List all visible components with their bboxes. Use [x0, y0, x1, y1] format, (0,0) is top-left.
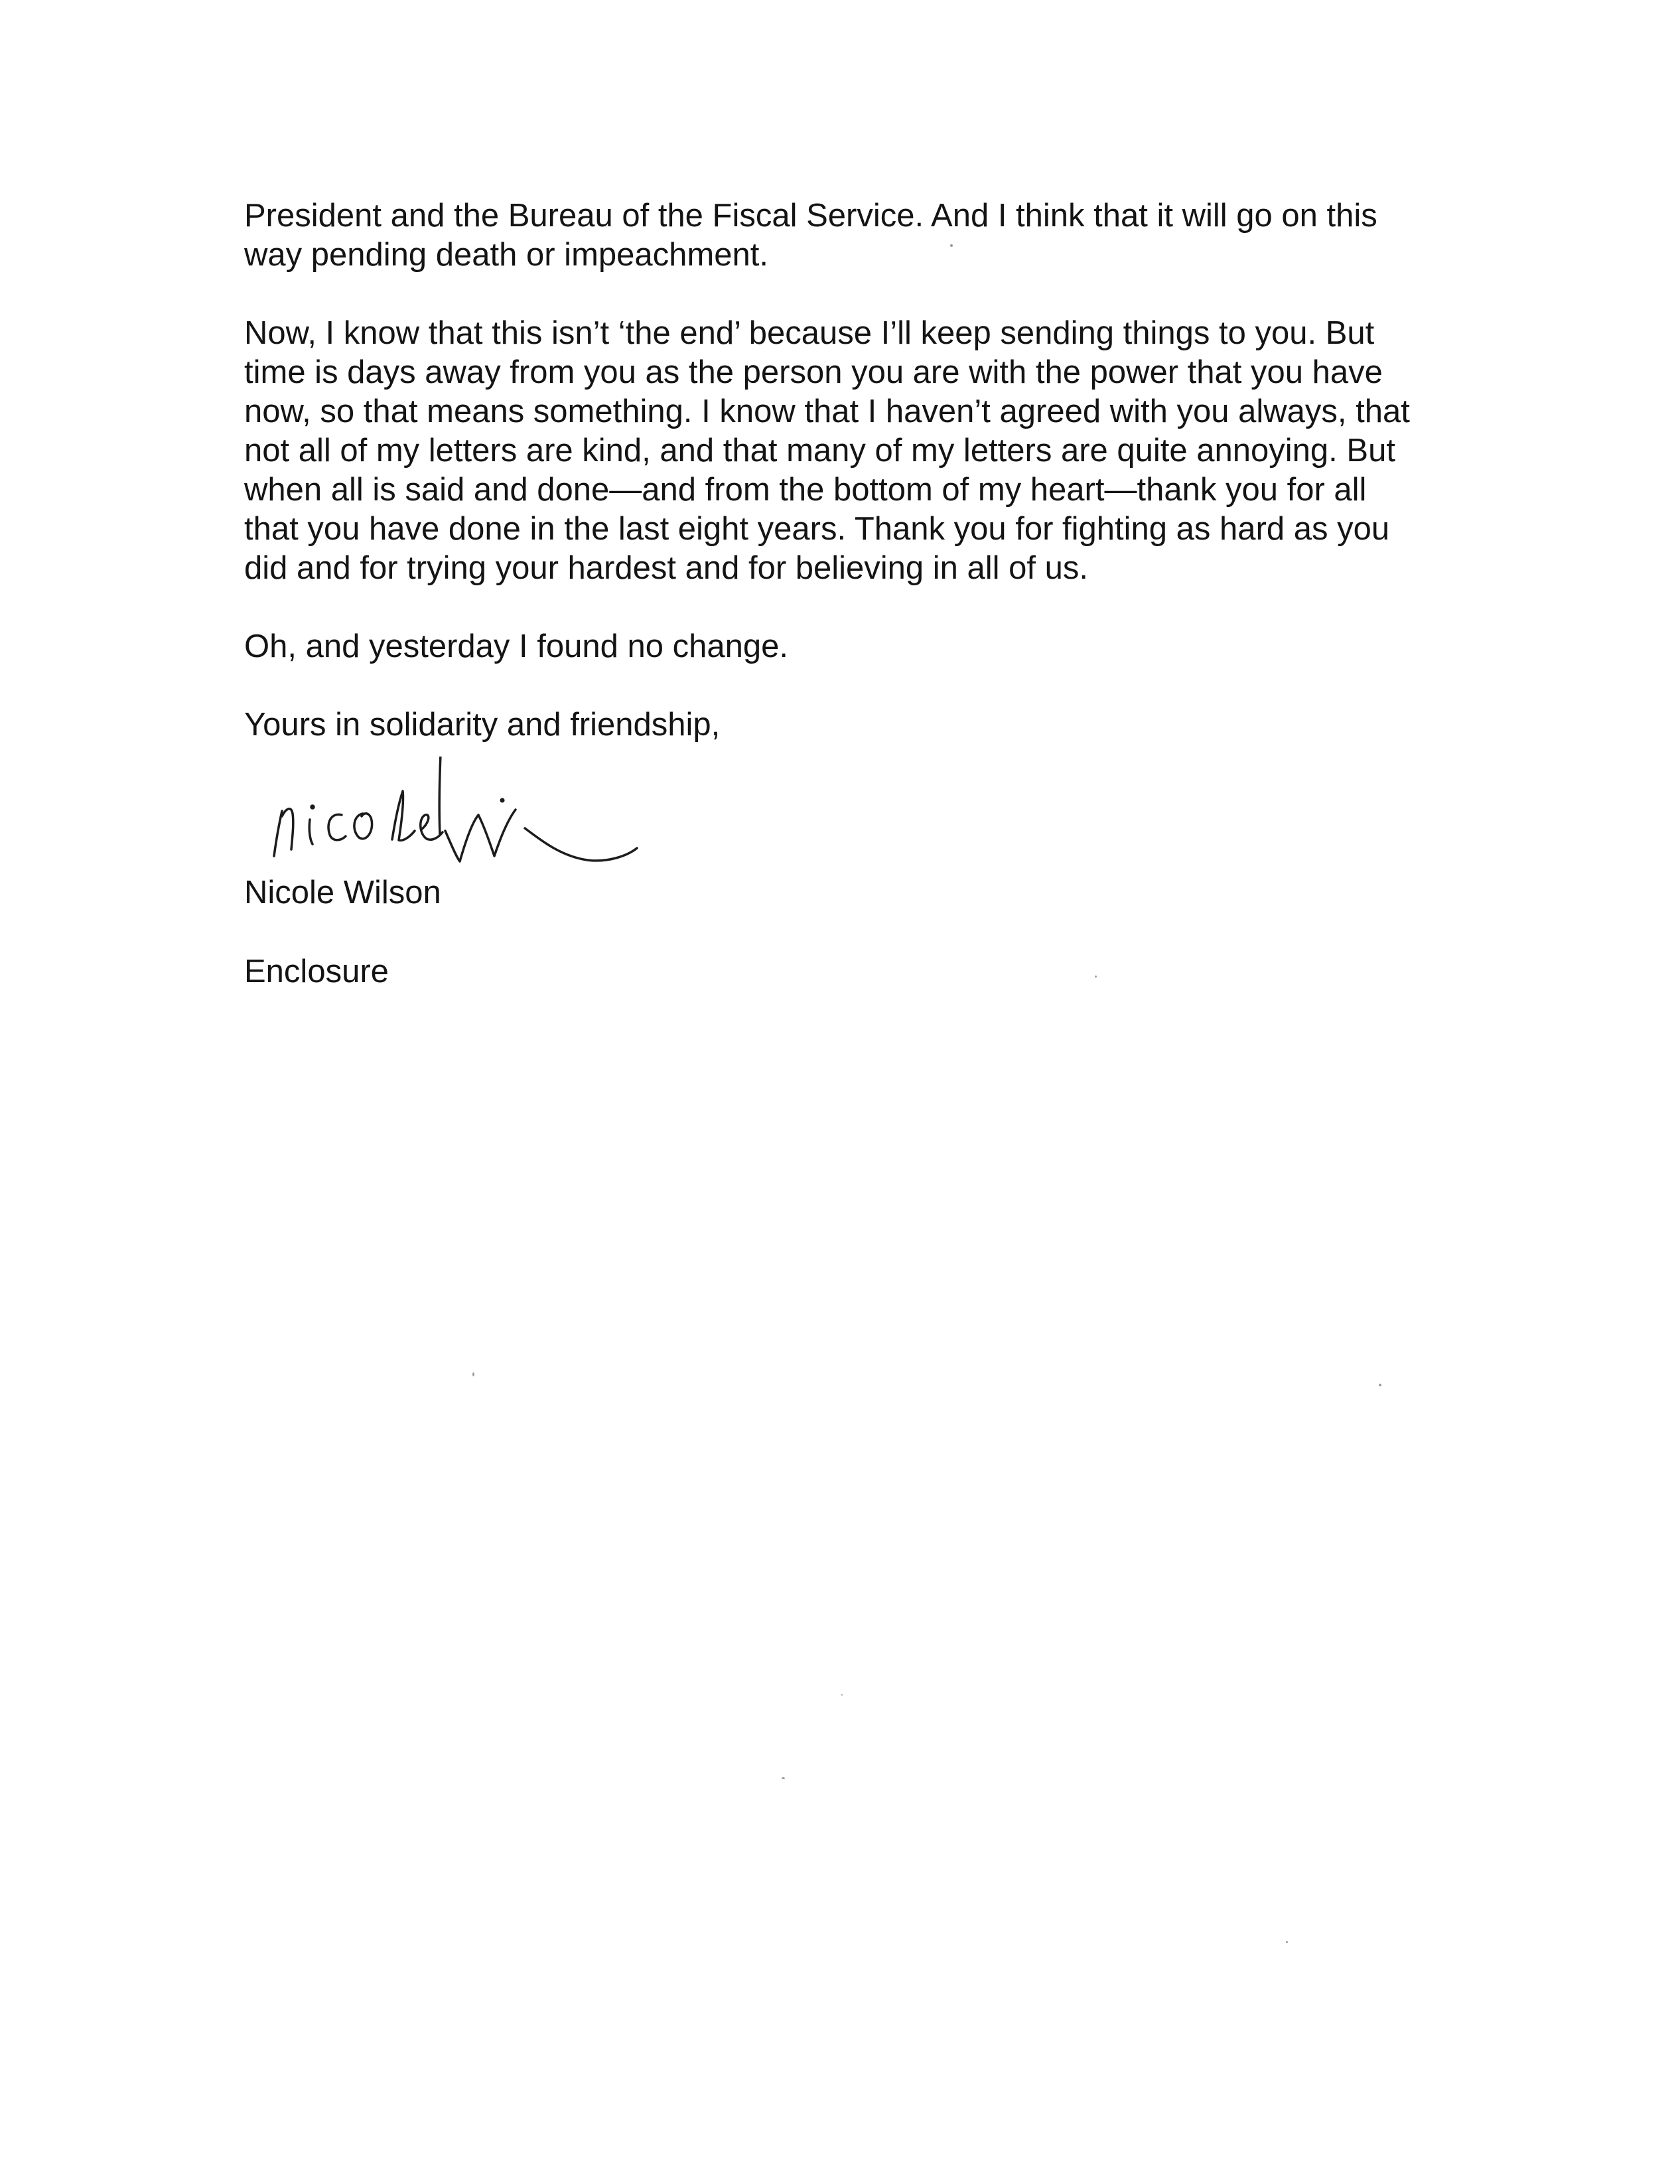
- paragraph-2-line: that you have done in the last eight years. Thank you for fighting as hard as you: [244, 511, 1390, 547]
- scan-speck: [841, 1694, 843, 1696]
- closing-line: Yours in solidarity and friendship,: [244, 707, 721, 743]
- scan-speck: [950, 244, 953, 247]
- paragraph-1-line: President and the Bureau of the Fiscal Service. And I think that it will go on this: [244, 198, 1377, 234]
- paragraph-1-line: way pending death or impeachment.: [244, 237, 768, 273]
- scan-speck: [1095, 976, 1097, 978]
- handwritten-signature: [262, 757, 673, 876]
- scan-speck: [1379, 1384, 1381, 1386]
- paragraph-2-line: not all of my letters are kind, and that many of my letters are quite annoying. But: [244, 433, 1395, 469]
- scan-speck: [782, 1777, 785, 1779]
- paragraph-2-line: time is days away from you as the person you are with the power that you have: [244, 354, 1383, 390]
- scan-speck: [472, 1372, 474, 1376]
- enclosure-note: Enclosure: [244, 954, 389, 989]
- scan-speck: [1286, 1941, 1288, 1943]
- signer-name: Nicole Wilson: [244, 875, 441, 910]
- letter-body: [244, 196, 1472, 784]
- paragraph-2-line: now, so that means something. I know that I haven’t agreed with you always, that: [244, 394, 1410, 429]
- paragraph-3: Oh, and yesterday I found no change.: [244, 628, 788, 664]
- paragraph-2-line: Now, I know that this isn’t ‘the end’ because I’ll keep sending things to you. But: [244, 315, 1375, 351]
- paragraph-2-line: when all is said and done—and from the bottom of my heart—thank you for all: [244, 472, 1367, 508]
- paragraph-1: [244, 196, 1472, 275]
- paragraph-2-line: did and for trying your hardest and for believing in all of us.: [244, 550, 1089, 586]
- paragraph-2: [244, 314, 1472, 588]
